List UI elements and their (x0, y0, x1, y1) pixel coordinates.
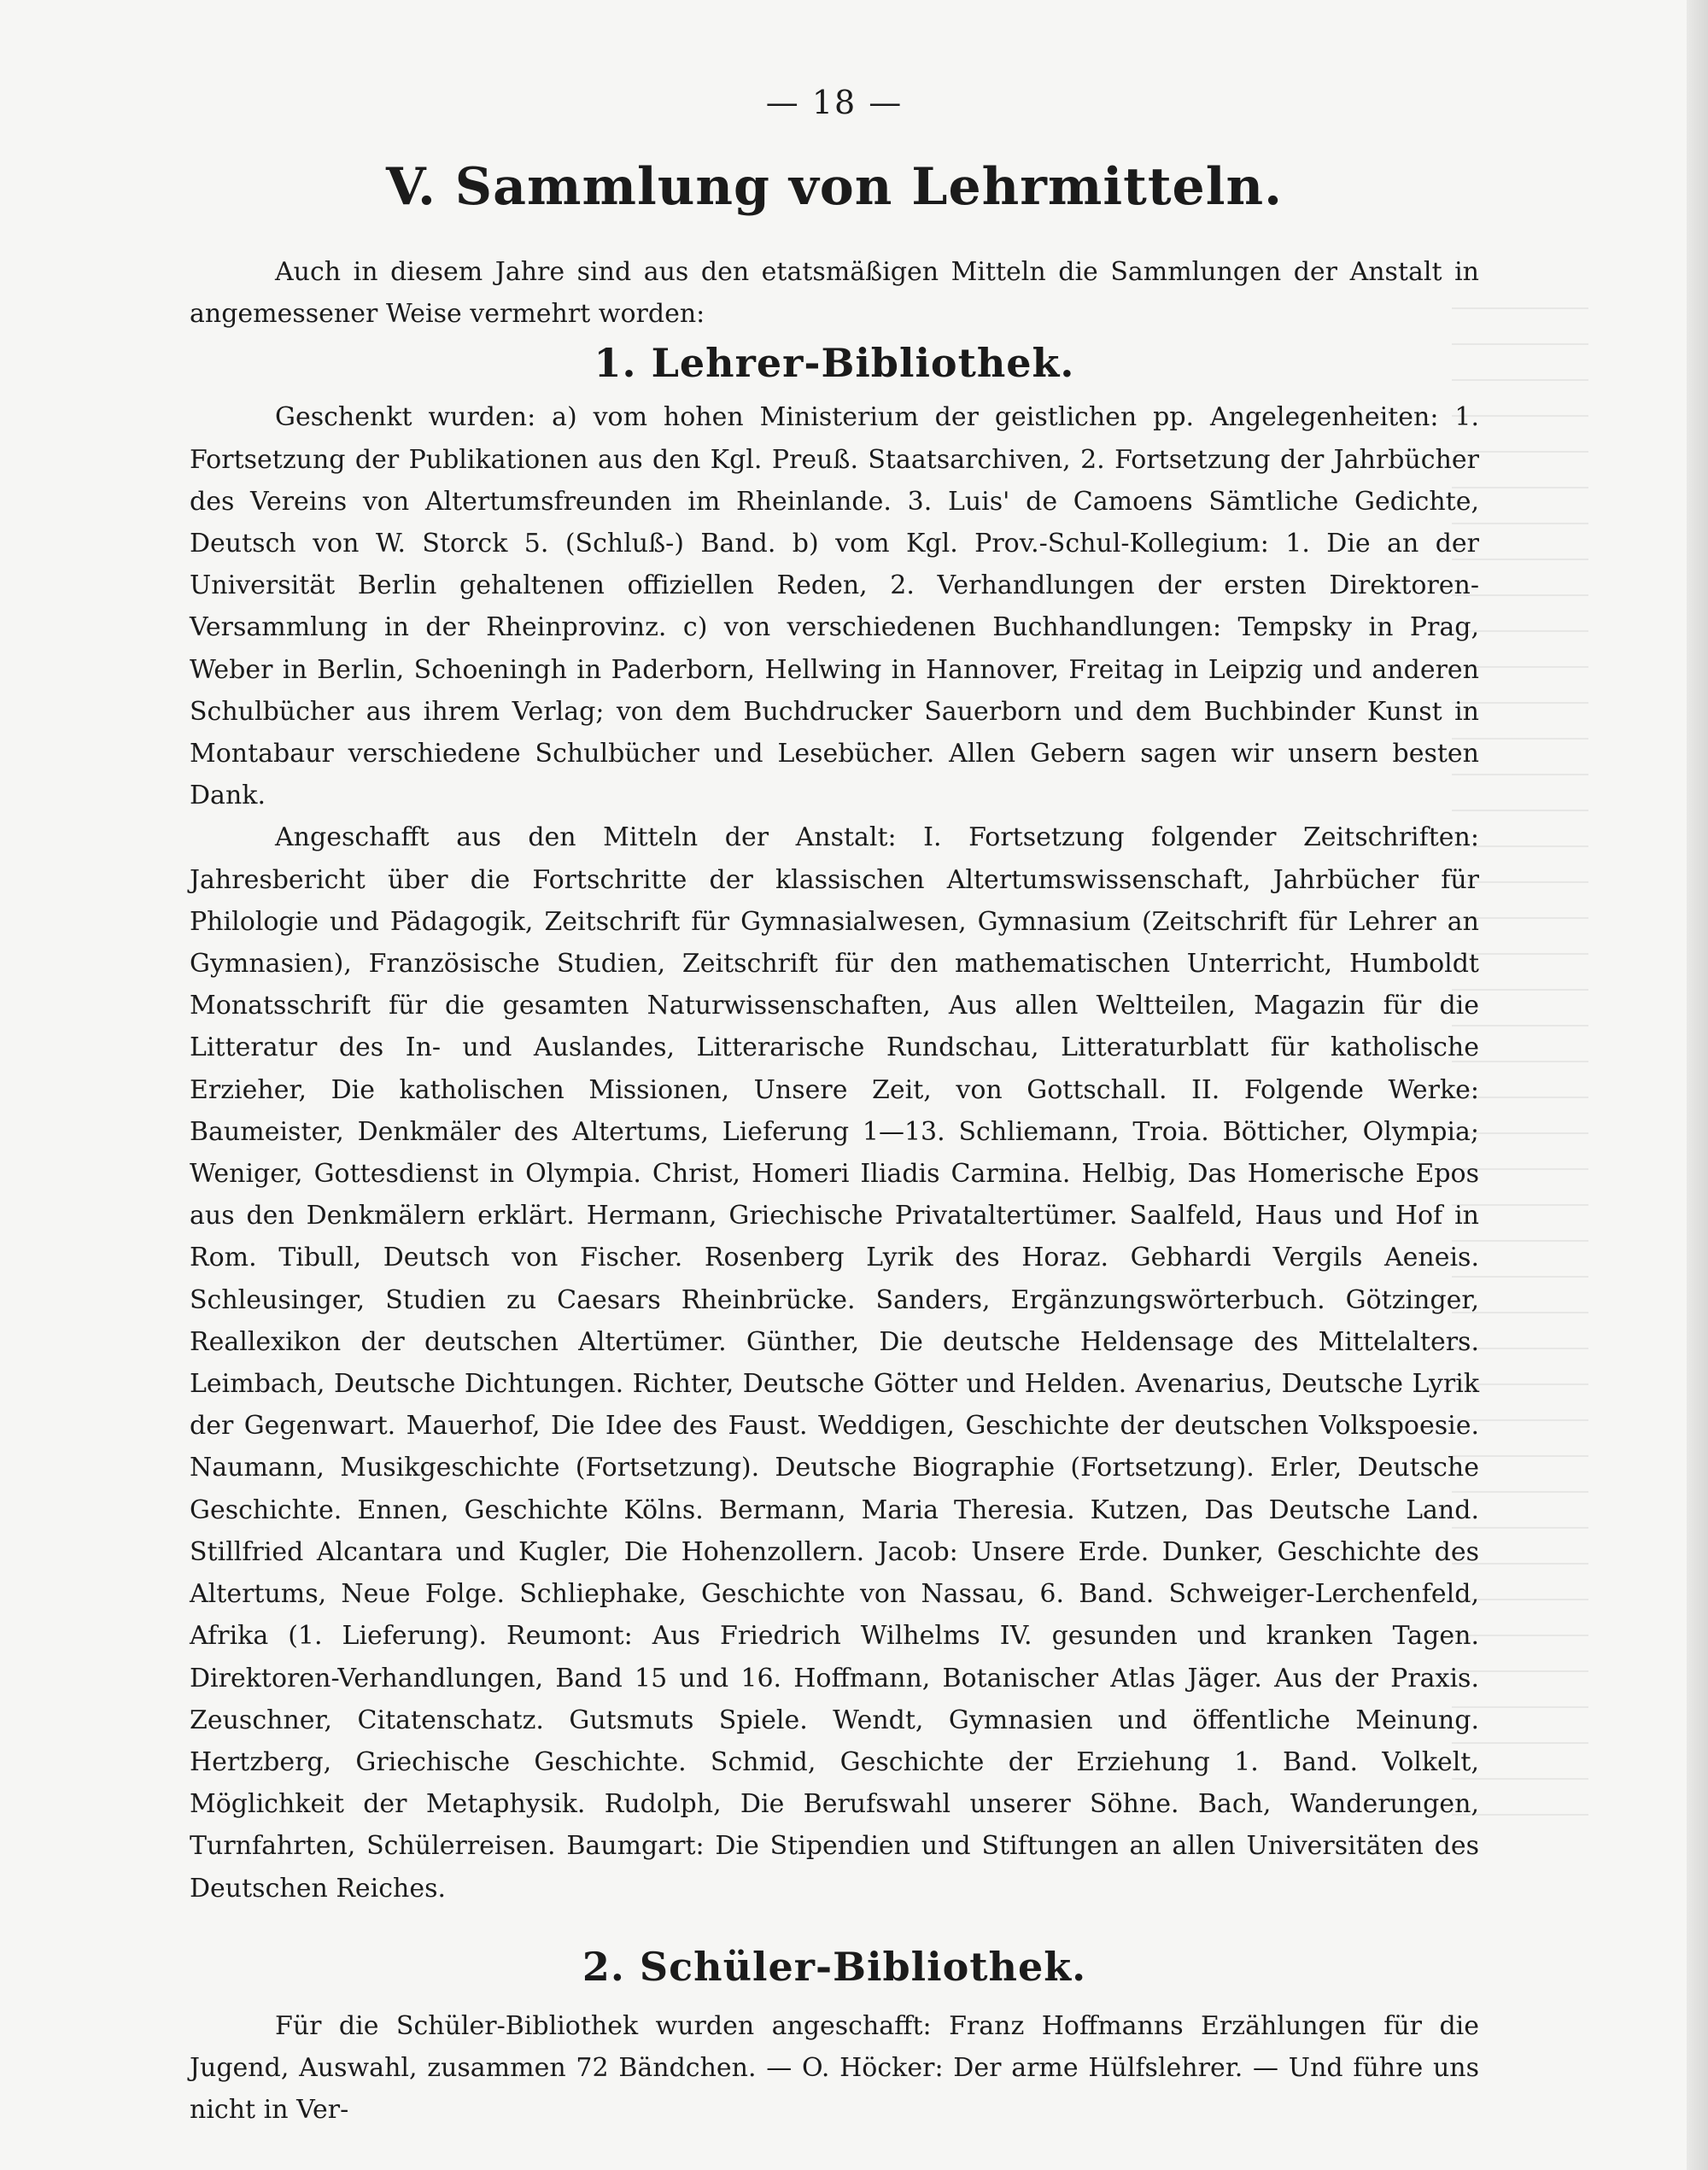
section-heading-lehrer-bibliothek: 1. Lehrer-Bibliothek. (594, 340, 1075, 387)
page-title: V. Sammlung von Lehrmitteln. (385, 157, 1284, 217)
acquisitions-paragraph: Angeschafft aus den Mitteln der Anstalt: I. Fortsetzung folgender Zeitschriften: Jahresbericht über die Fortschritte der klassischen Altertumswissenschaft, Jahrbücher für Philologie und Pädagogik, Zeitschrift für Gymnasialwesen, Gymnasium (Zeitschrift für Lehrer an Gymnasien), Französische Studien, Zeitschrift für den mathematischen Unterricht, Humboldt Monatsschrift für die gesamten Naturwissenschaften, Aus allen Weltteilen, Magazin für die Litteratur des In- und Auslandes, Litterarische Rundschau, Litteraturblatt für katholische Erzieher, Die katholischen Missionen, Unsere Zeit, von Gottschall. II. Folgende Werke: Baumeister, Denkmäler des Altertums, Lieferung 1—13. Schliemann, Troia. Bötticher, Olympia; Weniger, Gottesdienst in Olympia. Christ, Homeri Iliadis Carmina. Helbig, Das Homerische Epos aus den Denkmälern erklärt. Hermann, Griechische Privataltertümer. Saalfeld, Haus und Hof in Rom. Tibull, Deutsch von Fischer. Rosenberg Lyrik des Horaz. Gebhardi Vergils Aeneis. Schleusinger, Studien zu Caesars Rheinbrücke. Sanders, Ergänzungswörterbuch. Götzinger, Reallexikon der deutschen Altertümer. Günther, Die deutsche Heldensage des Mittelalters. Leimbach, Deutsche Dichtungen. Richter, Deutsche Götter und Helden. Avenarius, Deutsche Lyrik der Gegenwart. Mauerhof, Die Idee des Faust. Weddigen, Geschichte der deutschen Volkspoesie. Naumann, Musikgeschichte (Fortsetzung). Deutsche Biographie (Fortsetzung). Erler, Deutsche Geschichte. Ennen, Geschichte Kölns. Bermann, Maria Theresia. Kutzen, Das Deutsche Land. Stillfried Alcantara und Kugler, Die Hohenzollern. Jacob: Unsere Erde. Dunker, Geschichte des Altertums, Neue Folge. Schliephake, Geschichte von Nassau, 6. Band. Schweiger-Lerchenfeld, Afrika (1. Lieferung). Reumont: Aus Friedrich Wilhelms IV. gesunden und kranken Tagen. Direktoren-Verhandlungen, Band 15 und 16. Hoffmann, Botanischer Atlas Jäger. Aus der Praxis. Zeuschner, Citatenschatz. Gutsmuts Spiele. Wendt, Gymnasien und öffentliche Meinung. Hertzberg, Griechische Geschichte. Schmid, Geschichte der Erziehung 1. Band. Volkelt, Möglichkeit der Metaphysik. Rudolph, Die Berufswahl unserer Söhne. Bach, Wanderungen, Turnfahrten, Schülerreisen. Baumgart: Die Stipendien und Stiftungen an allen Universitäten des Deutschen Reiches. (190, 822, 1479, 1904)
donations-paragraph: Geschenkt wurden: a) vom hohen Ministerium der geistlichen pp. Angelegenheiten: 1. Fortsetzung der Publikationen aus den Kgl. Preuß. Staatsarchiven, 2. Fortsetzung der Jahrbücher des Vereins von Altertumsfreunden im Rheinlande. 3. Luis' de Camoens Sämtliche Gedichte, Deutsch von W. Storck 5. (Schluß-) Band. b) vom Kgl. Prov.-Schul-Kollegium: 1. Die an der Universität Berlin gehaltenen offiziellen Reden, 2. Verhandlungen der ersten Direktoren-Versammlung in der Rheinprovinz. c) von verschiedenen Buchhandlungen: Tempsky in Prag, Weber in Berlin, Schoeningh in Paderborn, Hellwing in Hannover, Freitag in Leipzig und anderen Schulbücher aus ihrem Verlag; von dem Buchdrucker Sauerborn und dem Buchbinder Kunst in Montabaur verschiedene Schulbücher und Lesebücher. Allen Gebern sagen wir unsern besten Dank. (190, 402, 1479, 811)
section-heading-schueler-bibliothek: 2. Schüler-Bibliothek. (582, 1943, 1087, 1990)
intro-paragraph: Auch in diesem Jahre sind aus den etatsmäßigen Mitteln die Sammlungen der Anstalt in angemessener Weise vermehrt worden: (190, 257, 1479, 330)
student-library-paragraph: Für die Schüler-Bibliothek wurden angeschafft: Franz Hoffmanns Erzählungen für die Jugend, Auswahl, zusammen 72 Bändchen. — O. Höcker: Der arme Hülfslehrer. — Und führe uns nicht in Ver- (190, 2010, 1479, 2126)
page-fold-shadow (1687, 0, 1708, 2170)
page-number: — 18 — (765, 84, 904, 121)
page-content (190, 84, 1479, 2131)
